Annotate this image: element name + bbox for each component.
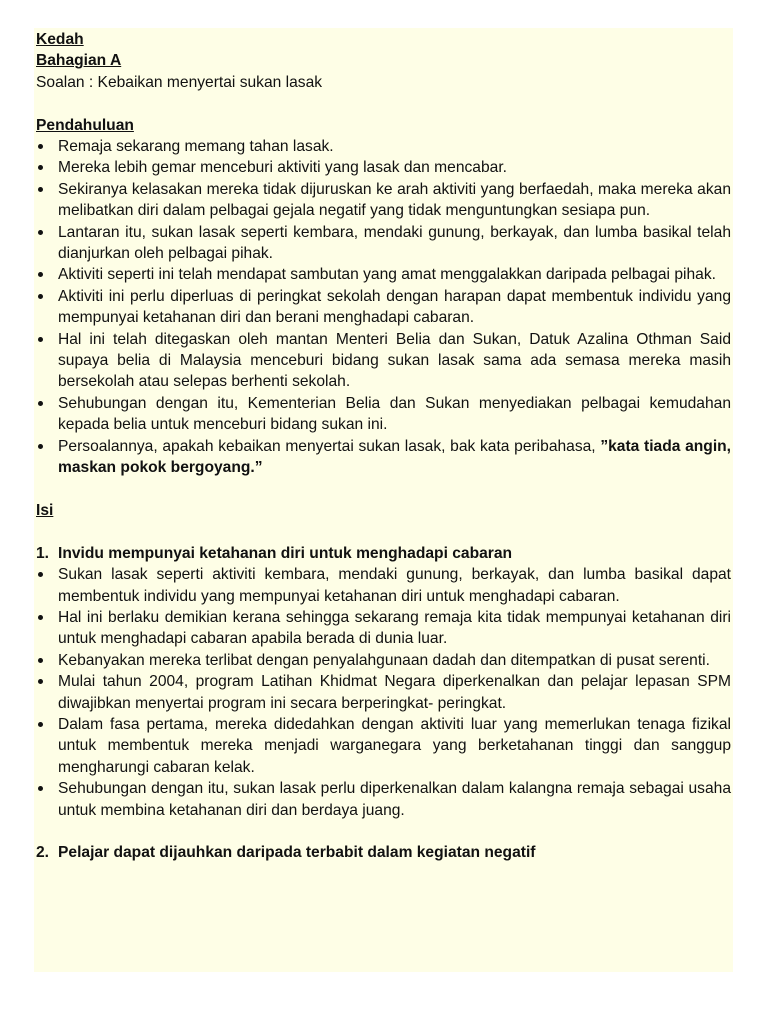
list-item: Mereka lebih gemar menceburi aktiviti yang lasak dan mencabar. bbox=[36, 157, 731, 178]
list-item: Sukan lasak seperti aktiviti kembara, mendaki gunung, berkayak, dan lumba basikal dapat membentuk individu yang mempunyai ketahanan diri untuk menghadapi cabaran. bbox=[36, 564, 731, 607]
intro-bullet-list bbox=[36, 136, 731, 479]
list-item: Kebanyakan mereka terlibat dengan penyalahgunaan dadah dan ditempatkan di pusat serenti. bbox=[36, 650, 731, 671]
list-item: Lantaran itu, sukan lasak seperti kembara, mendaki gunung, berkayak, dan lumba basikal telah dianjurkan oleh pelbagai pihak. bbox=[36, 222, 731, 265]
list-item-text: Persoalannya, apakah kebaikan menyertai sukan lasak, bak kata peribahasa, bbox=[58, 437, 601, 455]
intro-title: Pendahuluan bbox=[36, 116, 134, 134]
body-title: Isi bbox=[36, 501, 54, 519]
question-line: Soalan : Kebaikan menyertai sukan lasak bbox=[36, 73, 323, 91]
point-2-heading bbox=[36, 842, 731, 863]
point-heading-text: Invidu mempunyai ketahanan diri untuk menghadapi cabaran bbox=[58, 544, 513, 562]
list-item bbox=[36, 436, 731, 479]
point-number: 1. bbox=[36, 544, 50, 562]
document-page bbox=[34, 28, 733, 972]
list-item: Mulai tahun 2004, program Latihan Khidmat Negara diperkenalkan dan pelajar lepasan SPM diwajibkan menyertai program ini secara berperingkat- peringkat. bbox=[36, 671, 731, 714]
proverb-text: ”kata tiada angin, maskan pokok bergoyang.” bbox=[58, 437, 732, 477]
point-1-bullet-list bbox=[36, 564, 731, 821]
document-content bbox=[36, 29, 731, 864]
list-item: Dalam fasa pertama, mereka didedahkan dengan aktiviti luar yang memerlukan tenaga fizikal untuk membentuk mereka menjadi warganegara yang berketahanan tinggi dan sanggup mengharungi cabaran kelak. bbox=[36, 714, 731, 778]
list-item: Aktiviti seperti ini telah mendapat sambutan yang amat menggalakkan daripada pelbagai pihak. bbox=[36, 264, 731, 285]
list-item: Sehubungan dengan itu, sukan lasak perlu diperkenalkan dalam kalangna remaja sebagai usaha untuk membina ketahanan diri dan berdaya juang. bbox=[36, 778, 731, 821]
list-item: Sekiranya kelasakan mereka tidak dijuruskan ke arah aktiviti yang berfaedah, maka mereka akan melibatkan diri dalam pelbagai gejala negatif yang tidak menguntungkan sesiapa pun. bbox=[36, 179, 731, 222]
state-heading: Kedah bbox=[36, 31, 84, 48]
list-item: Remaja sekarang memang tahan lasak. bbox=[36, 136, 731, 157]
point-1-heading bbox=[36, 543, 731, 564]
list-item: Aktiviti ini perlu diperluas di peringkat sekolah dengan harapan dapat membentuk individu yang mempunyai ketahanan diri dan berani menghadapi cabaran. bbox=[36, 286, 731, 329]
point-number: 2. bbox=[36, 844, 50, 862]
list-item: Hal ini telah ditegaskan oleh mantan Menteri Belia dan Sukan, Datuk Azalina Othman Said supaya belia di Malaysia menceburi bidang sukan lasak sama ada semasa mereka masih bersekolah atau selepas berhenti sekolah. bbox=[36, 329, 731, 393]
list-item: Sehubungan dengan itu, Kementerian Belia dan Sukan menyediakan pelbagai kemudahan kepada belia untuk menceburi bidang sukan ini. bbox=[36, 393, 731, 436]
section-heading: Bahagian A bbox=[36, 52, 122, 70]
point-heading-text: Pelajar dapat dijauhkan daripada terbabit dalam kegiatan negatif bbox=[58, 844, 536, 862]
list-item: Hal ini berlaku demikian kerana sehingga sekarang remaja kita tidak mempunyai ketahanan diri untuk menghadapi cabaran apabila berada di dunia luar. bbox=[36, 607, 731, 650]
